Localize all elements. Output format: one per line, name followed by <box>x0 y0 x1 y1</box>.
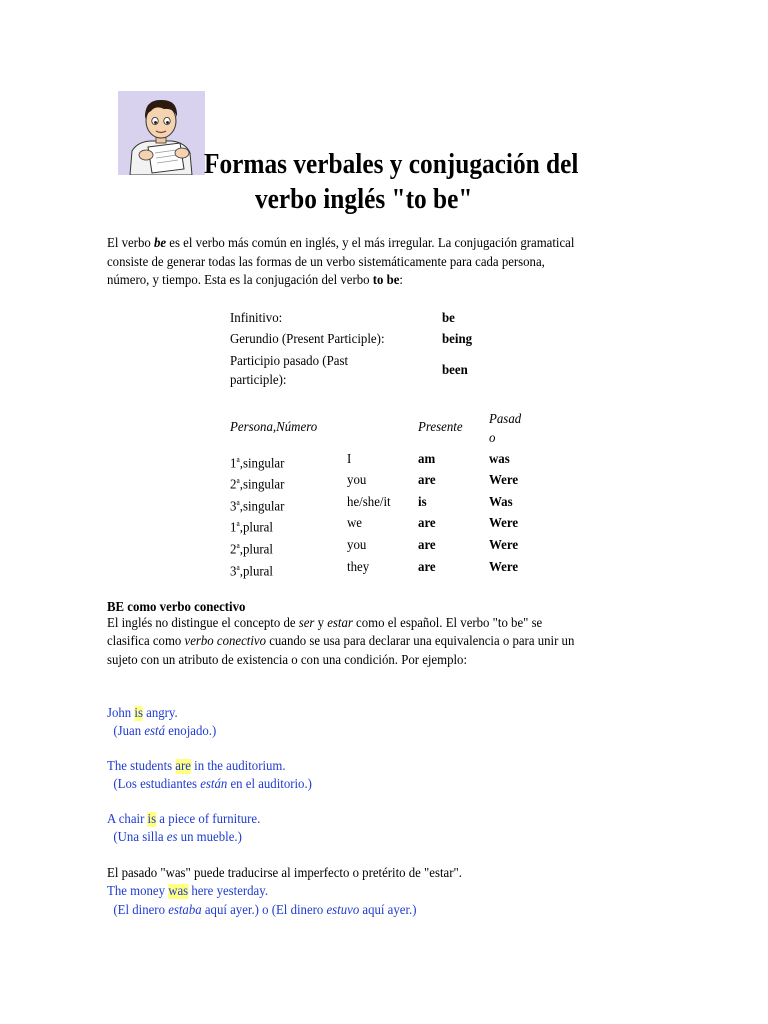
example-sentence: A chair is a piece of furniture. <box>107 812 261 827</box>
present-cell: are <box>418 560 436 575</box>
intro-line-3: número, y tiempo. Esta es la conjugación del verbo to be: <box>107 273 403 288</box>
form-value: been <box>442 363 468 378</box>
section-line-1: El inglés no distingue el concepto de ser y estar como el español. El verbo "to be" se <box>107 616 543 631</box>
example-translation: (Una silla es un mueble.) <box>107 830 242 845</box>
past-cell: Were <box>489 538 519 553</box>
persona-cell: 2$^a$,plural <box>230 541 273 558</box>
header-presente: Presente <box>418 420 463 435</box>
reading-man-icon <box>118 91 205 175</box>
form-value: be <box>442 311 455 326</box>
form-label-line1: Participio pasado (Past <box>230 354 349 369</box>
persona-cell: 3$^a$,plural <box>230 563 273 580</box>
example-translation: (Juan está enojado.) <box>107 724 217 739</box>
present-cell: am <box>418 452 436 467</box>
section-heading: BE como verbo conectivo <box>107 600 246 615</box>
form-label-line2: participle): <box>230 373 287 388</box>
persona-cell: 3$^a$,singular <box>230 498 285 515</box>
pronoun-cell: we <box>347 516 363 531</box>
persona-cell: 1$^a$,singular <box>230 455 285 472</box>
present-cell: are <box>418 473 436 488</box>
persona-cell: 1$^a$,plural <box>230 519 273 536</box>
past-cell: was <box>489 452 510 467</box>
example-sentence: John is angry. <box>107 706 178 721</box>
pronoun-cell: you <box>347 473 367 488</box>
present-cell: are <box>418 516 436 531</box>
form-label: Gerundio (Present Participle): <box>230 332 385 347</box>
section-line-3: sujeto con un atributo de existencia o con una condición. Por ejemplo: <box>107 653 468 668</box>
header-persona: Persona,Número <box>230 420 318 435</box>
page-title-line1: Formas verbales y conjugación del <box>204 149 579 180</box>
form-value: being <box>442 332 473 347</box>
header-pasado-line1: Pasad <box>489 412 522 427</box>
example-sentence: The students are in the auditorium. <box>107 759 286 774</box>
past-cell: Was <box>489 495 513 510</box>
past-cell: Were <box>489 516 519 531</box>
past-cell: Were <box>489 473 519 488</box>
pronoun-cell: he/she/it <box>347 495 391 510</box>
pronoun-cell: I <box>347 452 352 467</box>
section-line-2: clasifica como verbo conectivo cuando se usa para declarar una equivalencia o para unir un <box>107 634 575 649</box>
pronoun-cell: they <box>347 560 370 575</box>
form-label: Infinitivo: <box>230 311 283 326</box>
past-example-translation: (El dinero estaba aquí ayer.) o (El dinero estuvo aquí ayer.) <box>107 903 417 918</box>
header-pasado-line2: o <box>489 431 496 446</box>
pronoun-cell: you <box>347 538 367 553</box>
past-cell: Were <box>489 560 519 575</box>
past-example-sentence: The money was here yesterday. <box>107 884 269 899</box>
present-cell: is <box>418 495 427 510</box>
persona-cell: 2$^a$,singular <box>230 476 285 493</box>
past-note: El pasado "was" puede traducirse al imperfecto o pretérito de "estar". <box>107 866 462 881</box>
example-translation: (Los estudiantes están en el auditorio.) <box>107 777 312 792</box>
present-cell: are <box>418 538 436 553</box>
intro-line-2: consiste de generar todas las formas de un verbo sistemáticamente para cada persona, <box>107 255 545 270</box>
page-title-line2: verbo inglés "to be" <box>255 184 473 215</box>
reading-man-illustration <box>118 91 205 175</box>
intro-line-1: El verbo be es el verbo más común en inglés, y el más irregular. La conjugación gramatical <box>107 236 575 251</box>
